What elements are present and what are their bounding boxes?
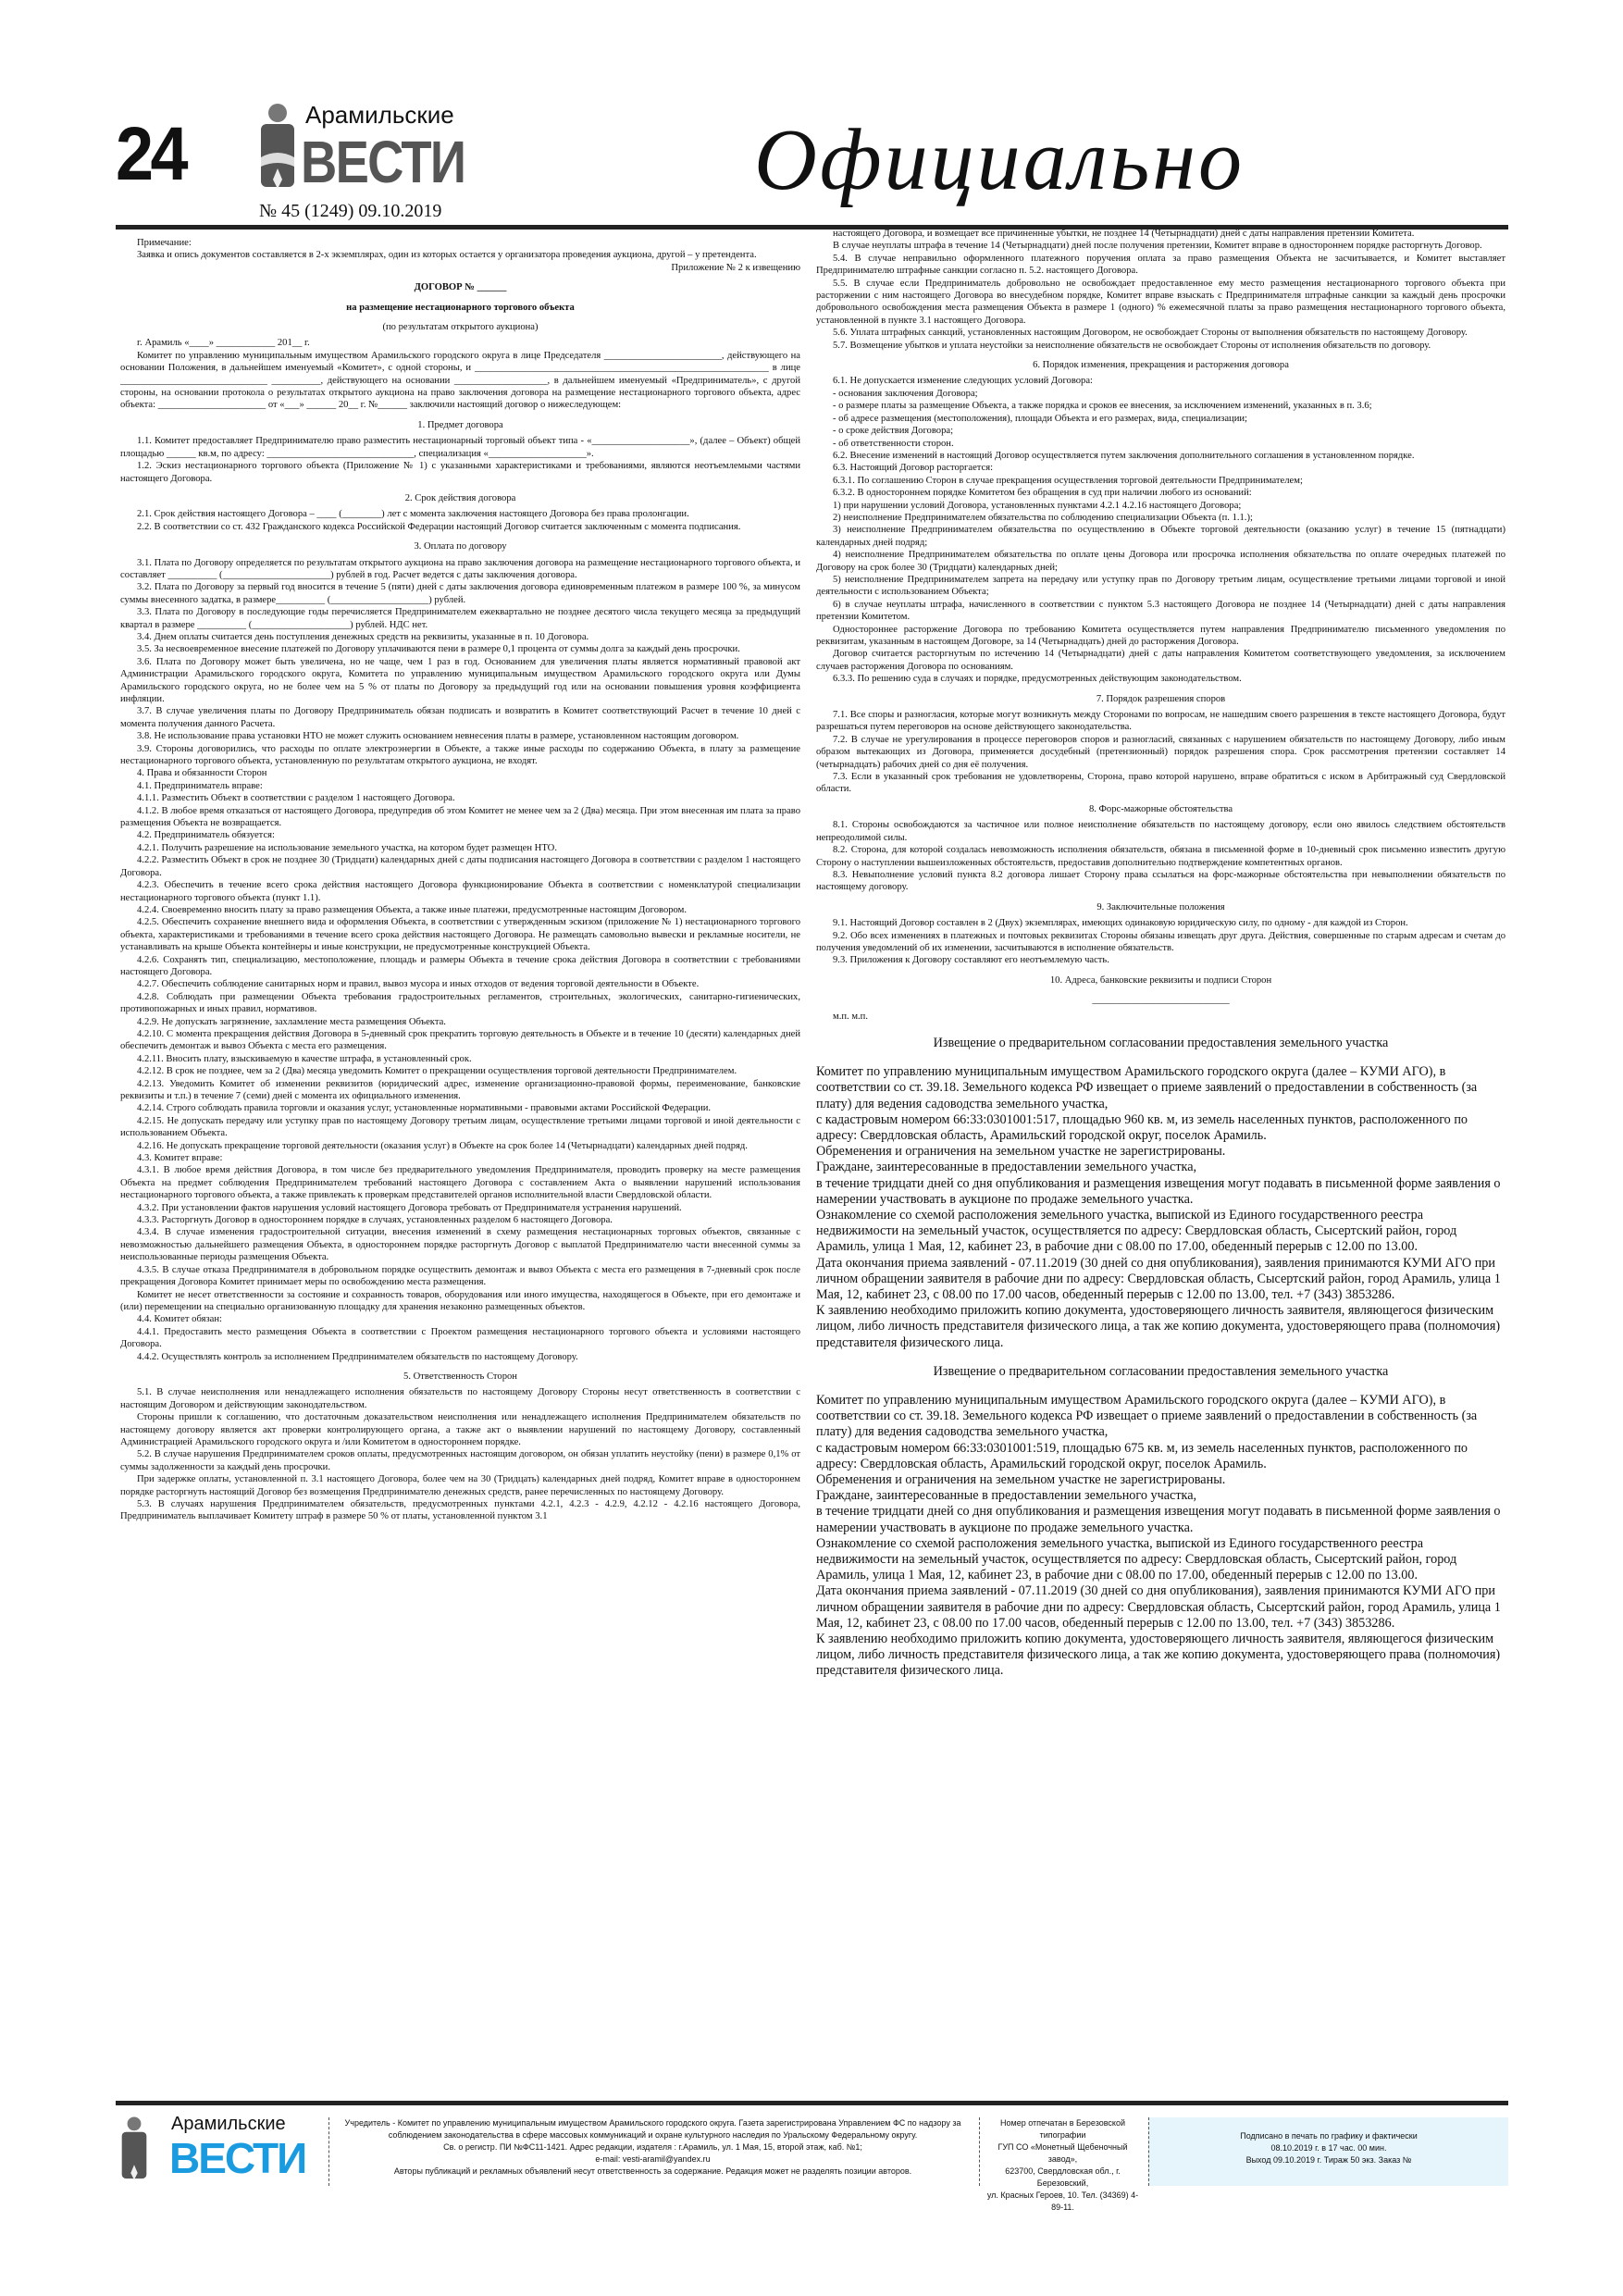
notice-line: К заявлению необходимо приложить копию документа, удостоверяющего личность заявителя, являющегося физическим лицом, либо личность представителя физического лица, а так же копию документа, удостоверяющего права (полномочия) представителя физического лица. bbox=[816, 1303, 1501, 1350]
notice-line: Дата окончания приема заявлений - 07.11.2019 (30 дней со дня опубликования), заявления принимаются КУМИ АГО при личном обращении заявителя в рабочие дни по адресу: Свердловская область, Сысертский район, город Арамиль, улица 1 Мая, 12, кабинет 23, с 08.00 по 17.00 часов, обеденный перерыв с 12.00 по 13.00, тел. +7 (343) 3853286. bbox=[816, 1583, 1501, 1631]
notice-line: Ознакомление со схемой расположения земельного участка, выпиской из Единого государственного реестра недвижимости на земельный участок, осуществляется по адресу: Свердловская область, Сысертский район, город Арамиль, улица 1 Мая, 12, кабинет 23, в рабочие дни с 08.00 по 17.00, обеденный перерыв с 12.00 по 13.00. bbox=[816, 1208, 1457, 1255]
coat-of-arms-icon bbox=[259, 102, 296, 194]
signed-line: 08.10.2019 г. в 17 час. 00 мин. bbox=[1270, 2143, 1387, 2153]
section-title: Официально bbox=[754, 112, 1245, 208]
page-number: 24 bbox=[116, 112, 185, 196]
logo-text: Арамильские bbox=[305, 101, 454, 129]
publisher-line: Св. о регистр. ПИ №ФС11-1421. Адрес редакции, издателя : г.Арамиль, ул. 1 Мая, 15, второй этаж, каб. №1; bbox=[443, 2142, 862, 2152]
contract-paragraph: 5.7. Возмещение убытков и уплата неустойки за неисполнение обязательств не освобождает Стороны от исполнения обязательств по договору. bbox=[833, 340, 1431, 351]
contract-paragraph: Стороны пришли к соглашению, что достаточным доказательством неисполнения или ненадлежащего исполнения Предпринимателем обязательств по настоящему договору является акт проверки контролирующего органа, а также акт о выявлении нарушений по настоящему Договору, составленный Администрацией Арамильского городского округа и /или Комитетом в одностороннем порядке. bbox=[120, 1412, 800, 1447]
contract-paragraph: 5.2. В случае нарушения Предпринимателем сроков оплаты, предусмотренных настоящим договором, он обязан уплатить неустойку (пени) в размере 0,1% от суммы задолженности за каждый день просрочки. bbox=[120, 1449, 800, 1472]
contract-paragraph: 3.9. Стороны договорились, что расходы по оплате электроэнергии в Объекте, а также иные расходы по содержанию Объекта, в плату за размещение нестационарного торгового объекта, установленную по результатам открытого аукциона, не входят. bbox=[120, 743, 800, 767]
contract-paragraph: - о размере платы за размещение Объекта, а также порядка и сроков ее внесения, за исключением изменений, указанных в п. 3.6; bbox=[833, 401, 1372, 412]
contract-paragraph: 4) неисполнение Предпринимателем обязательства по оплате цены Договора или просрочка исполнения обязательства по оплате очередных платежей по Договору на срок более 30 (Тридцати) календарных дней; bbox=[816, 550, 1505, 573]
contract-paragraph: 4.2.13. Уведомить Комитет об изменении реквизитов (юридический адрес, изменение организационно-правовой формы, переименование, банковские реквизиты и т.п.) в течение 7 (семи) дней с момента их официального изменения. bbox=[120, 1078, 800, 1101]
contract-paragraph: 1.1. Комитет предоставляет Предпринимателю право разместить нестационарный торговый объект типа - «____________________», (далее – Объект) общей площадью ______ кв.м, по адресу: ______________________________, специализация «____________________». bbox=[120, 436, 800, 459]
contract-paragraph: 6.3. Настоящий Договор расторгается: bbox=[833, 463, 994, 474]
contract-paragraph: 4.2.2. Разместить Объект в срок не позднее 30 (Тридцати) календарных дней с даты подписания настоящего Договора в соответствии с разделом 1 настоящего Договора. bbox=[120, 855, 800, 878]
contract-paragraph: 2.2. В соответствии со ст. 432 Гражданского кодекса Российской Федерации настоящий Договор считается заключенным с момента подписания. bbox=[137, 521, 741, 532]
section-heading: (по результатам открытого аукциона) bbox=[382, 322, 539, 333]
contract-paragraph: 3) неисполнение Предпринимателем обязательства по осуществлению в Объекте торговой деятельности (оказанию услуг) в течение 15 (пятнадцати) календарных дней подряд; bbox=[816, 525, 1505, 548]
notice-line: с кадастровым номером 66:33:0301001:519, площадью 675 кв. м, из земель населенных пунктов, расположенного по адресу: Свердловская область, Арамильский городской округ, поселок Арамиль. bbox=[816, 1440, 1468, 1471]
contract-paragraph: 5) неисполнение Предпринимателем запрета на передачу или уступку прав по Договору третьим лицам, осуществление третьими лицами торговой и иной деятельности с использованием Объекта; bbox=[816, 574, 1505, 598]
contract-paragraph: 6.3.1. По соглашению Сторон в случае прекращения осуществления торговой деятельности Предпринимателем; bbox=[833, 475, 1303, 486]
contract-paragraph: 6.3.2. В одностороннем порядке Комитетом без обращения в суд при наличии любого из оснований: bbox=[833, 488, 1252, 499]
contract-paragraph: 4.3. Комитет вправе: bbox=[137, 1153, 223, 1164]
contract-paragraph: 4.2.4. Своевременно вносить плату за право размещения Объекта, а также иные платежи, предусмотренные настоящим Договором. bbox=[137, 904, 688, 915]
publisher-line: Учредитель - Комитет по управлению муниципальным имуществом Арамильского городского округа. Газета зарегистрирована Управлением ФС по надзору за соблюдением законодательства в сфере массовых коммуникаций и охране культурного наследия по Уральскому Федеральному округу. bbox=[344, 2118, 961, 2140]
printer-line: ул. Красных Героев, 10. Тел. (34369) 4-89-11. bbox=[986, 2191, 1139, 2212]
printer-info bbox=[979, 2117, 1146, 2212]
printer-line: ГУП СО «Монетный Щебеночный завод», bbox=[997, 2142, 1128, 2164]
contract-column-right bbox=[816, 228, 1505, 1680]
contract-paragraph: 8.1. Стороны освобождаются за частичное или полное неисполнение обязательств по настоящему договору, если оно явилось следствием обстоятельств непреодолимой силы. bbox=[816, 820, 1505, 843]
contract-paragraph: 4. Права и обязанности Сторон bbox=[137, 768, 267, 779]
contract-paragraph: 4.3.4. В случае изменения градостроительной ситуации, внесения изменений в схему размещения нестационарных торговых объектов, связанные с невозможностью дальнейшего размещения Объекта, в одностороннем порядке расторгнуть Договор с выплатой Предпринимателю части внесенной суммы за неиспользованные периоды размещения Объекта. bbox=[120, 1227, 800, 1263]
contract-paragraph: 7.1. Все споры и разногласия, которые могут возникнуть между Сторонами по вопросам, не нашедшим своего разрешения в тексте настоящего Договора, будут разрешаться путем переговоров на основе действующего законодательства. bbox=[816, 710, 1505, 733]
notice-line: Граждане, заинтересованные в предоставлении земельного участка, bbox=[816, 1160, 1197, 1175]
contract-paragraph: 2) неисполнение Предпринимателем обязательства по соблюдению специализации Объекта (п. 1.1.); bbox=[833, 512, 1253, 523]
signed-line: Выход 09.10.2019 г. Тираж 50 экз. Заказ № bbox=[1245, 2155, 1412, 2165]
notice-line: Обременения и ограничения на земельном участке не зарегистрированы. bbox=[816, 1144, 1226, 1160]
contract-paragraph: г. Арамиль «____» ____________ 201__ г. bbox=[137, 338, 310, 349]
contract-paragraph: - о сроке действия Договора; bbox=[833, 426, 954, 437]
contract-paragraph: Заявка и опись документов составляется в 2-х экземплярах, один из которых остается у организатора проведения аукциона, другой – у претендента. bbox=[137, 250, 757, 261]
notice-line: в течение тридцати дней со дня опубликования и размещения извещения могут подавать в письменной форме заявления о намерении участвовать в аукционе по продаже земельного участка. bbox=[816, 1504, 1501, 1535]
contract-paragraph: 6.3.3. По решению суда в случаях и порядке, предусмотренных действующим законодательством. bbox=[833, 674, 1242, 685]
section-heading: 6. Порядок изменения, прекращения и расторжения договора bbox=[1033, 360, 1289, 371]
contract-paragraph: 3.4. Днем оплаты считается день поступления денежных средств на реквизиты, указанные в п. 10 Договора. bbox=[137, 631, 589, 642]
contract-paragraph: 4.1.1. Разместить Объект в соответствии с разделом 1 настоящего Договора. bbox=[137, 793, 455, 804]
contract-paragraph: 4.2.10. С момента прекращения действия Договора в 5-дневный срок прекратить торговую деятельность в Объекте и в течение 10 (десяти) календарных дней обеспечить демонтаж и вывоз Объекта с места его размещения. bbox=[120, 1028, 800, 1052]
contract-paragraph: 8.3. Невыполнение условий пункта 8.2 договора лишает Сторону права ссылаться на форс-мажорные обстоятельства при невыполнении обязательств по настоящему договору. bbox=[816, 869, 1505, 893]
contract-paragraph: 9.3. Приложения к Договору составляют его неотъемлемую часть. bbox=[833, 955, 1109, 966]
contract-paragraph: 3.1. Плата по Договору определяется по результатам открытого аукциона на право заключения договора на размещение нестационарного торгового объекта, и составляет __________ (______________________) рублей в год. Расчет ведется с даты заключения договора. bbox=[120, 557, 800, 580]
contract-paragraph: 4.2.16. Не допускать прекращение торговой деятельности (оказания услуг) в Объекте на срок более 14 (Четырнадцати) календарных дней подряд. bbox=[137, 1140, 748, 1151]
notice-line: Дата окончания приема заявлений - 07.11.2019 (30 дней со дня опубликования), заявления принимаются КУМИ АГО при личном обращении заявителя в рабочие дни по адресу: Свердловская область, Сысертский район, город Арамиль, улица 1 Мая, 12, кабинет 23, с 08.00 по 17.00 часов, обеденный перерыв с 12.00 по 13.00, тел. +7 (343) 3853286. bbox=[816, 1255, 1501, 1303]
notice-line: К заявлению необходимо приложить копию документа, удостоверяющего личность заявителя, являющегося физическим лицом, либо личность представителя физического лица, а так же копию документа, удостоверяющего права (полномочия) представителя физического лица. bbox=[816, 1632, 1501, 1679]
notice-line: Комитет по управлению муниципальным имуществом Арамильского городского округа (далее – КУМИ АГО), в соответствии со ст. 39.18. Земельного кодекса РФ извещает о приеме заявлений о предоставлении в собственность (за плату) для ведения садоводства земельного участка, bbox=[816, 1393, 1478, 1440]
coat-of-arms-icon bbox=[116, 2116, 153, 2184]
section-heading: ____________________________ bbox=[1092, 995, 1230, 1006]
contract-paragraph: 4.4.2. Осуществлять контроль за исполнением Предпринимателем обязательств по настоящему Договору. bbox=[137, 1351, 578, 1362]
printer-line: 623700, Свердловская обл., г. Березовский, bbox=[1005, 2166, 1121, 2188]
contract-paragraph: 3.2. Плата по Договору за первый год вносится в течение 5 (пяти) дней с даты заключения договора единовременным платежом в размере 100 %, за минусом суммы внесенного задатка, в размере__________ (____________________) рублей. bbox=[120, 582, 800, 605]
contract-paragraph: 1) при нарушении условий Договора, установленных пунктами 4.2.1 4.2.16 настоящего Договора; bbox=[833, 500, 1242, 511]
notice-line: в течение тридцати дней со дня опубликования и размещения извещения могут подавать в письменной форме заявления о намерении участвовать в аукционе по продаже земельного участка. bbox=[816, 1175, 1501, 1207]
contract-paragraph: Комитет по управлению муниципальным имуществом Арамильского городского округа в лице Председателя ________________________, действующего на основании Положения, в дальнейшем именуемый «Комитет», с одной стороны, и ____________________________________________________________ в лице ______________________________ __________, действующего на основании ___________________, в дальнейшем именуемый «Предприниматель», с другой стороны, на основании протокола о результатах открытого аукциона на право заключения договора на размещение нестационарного торгового объекта, адрес объекта: ______________________ от «___» ______ 20__ г. №______ заключили настоящий договор о нижеследующем: bbox=[120, 350, 800, 411]
contract-paragraph: 3.5. За несвоевременное внесение платежей по Договору уплачиваются пени в размере 0,1 процента от суммы долга за каждый день просрочки. bbox=[137, 644, 740, 655]
contract-paragraph: 4.3.2. При установлении фактов нарушения условий настоящего Договора требовать от Предпринимателя устранения нарушений. bbox=[137, 1202, 682, 1213]
contract-paragraph: - основания заключения Договора; bbox=[833, 388, 978, 399]
section-heading: ДОГОВОР № ______ bbox=[414, 282, 507, 293]
masthead bbox=[116, 102, 1513, 231]
signed-line: Подписано в печать по графику и фактически bbox=[1240, 2131, 1418, 2141]
contract-paragraph: 5.1. В случае неисполнения или ненадлежащего исполнения обязательств по настоящему Договору Стороны несут ответственность в соответствии с настоящим Договором и действующим законодательством. bbox=[120, 1387, 800, 1410]
contract-paragraph: 3.3. Плата по Договору в последующие годы перечисляется Предпринимателем ежеквартально не позднее десятого числа текущего месяца за предыдущий квартал в размере __________ (____________________) рублей. НДС нет. bbox=[120, 607, 800, 630]
notice-line: Обременения и ограничения на земельном участке не зарегистрированы. bbox=[816, 1472, 1226, 1488]
contract-paragraph: 5.5. В случае если Предприниматель добровольно не освобождает предоставленное ему место размещения нестационарного торгового объекта при расторжении с ним настоящего Договора во внесудебном порядке, Комитет вправе взыскать с Предпринимателя штрафные санкции за каждый день просрочки добровольного освобождения места размещения Объекта в размере 1 (одного) % ежемесячной платы за право размещения нестационарного торгового объекта, установленной в пункте 3.1 настоящего Договора. bbox=[816, 278, 1505, 326]
contract-paragraph: Комитет не несет ответственности за состояние и сохранность товаров, оборудования или иного имущества, находящегося в Объекте, при его демонтаже и (или) перемещении на специально организованную площадку для хранения незаконно размещенных объектов. bbox=[120, 1289, 800, 1312]
footer-logo-vesti: ВЕСТИ bbox=[169, 2134, 306, 2182]
contract-paragraph: 6.1. Не допускается изменение следующих условий Договора: bbox=[833, 376, 1094, 387]
contract-paragraph: 4.2.3. Обеспечить в течение всего срока действия настоящего Договора функционирование Объекта в соответствии с номенклатурой специализации нестационарного торгового объекта (пункт 1.1). bbox=[120, 880, 800, 903]
contract-paragraph: 6) в случае неуплаты штрафа, начисленного в соответствии с пунктом 5.3 настоящего Договора не позднее 14 (Четырнадцати) дней с даты направления претензии Комитетом. bbox=[816, 599, 1505, 623]
contract-column-left bbox=[120, 237, 800, 1523]
contract-paragraph: 4.2.11. Вносить плату, взыскиваемую в качестве штрафа, в установленный срок. bbox=[137, 1053, 472, 1064]
contract-paragraph: 4.2.14. Строго соблюдать правила торговли и оказания услуг, установленные нормативными - правовыми актами Российской Федерации. bbox=[137, 1103, 712, 1114]
footer-logo-text: Арамильские bbox=[171, 2114, 286, 2134]
contract-paragraph: Приложение № 2 к извещению bbox=[671, 262, 800, 273]
section-heading: 5. Ответственность Сторон bbox=[403, 1371, 517, 1382]
contract-paragraph: 4.2.1. Получить разрешение на использование земельного участка, на котором будет размещен НТО. bbox=[137, 842, 557, 853]
footer bbox=[116, 2112, 1508, 2212]
section-heading: 8. Форс-мажорные обстоятельства bbox=[1088, 803, 1233, 814]
contract-paragraph: 9.2. Обо всех изменениях в платежных и почтовых реквизитах Стороны обязаны извещать друг друга. Действия, совершенные по старым адресам и счетам до получения уведомлений об их изменении, засчитываются в исполнение обязательств. bbox=[816, 930, 1505, 953]
contract-paragraph: Договор считается расторгнутым по истечению 14 (Четырнадцати) дней с даты направления Комитетом соответствующего уведомления, за исключением случаев расторжения Договора по основаниям. bbox=[816, 649, 1505, 672]
contract-paragraph: 1.2. Эскиз нестационарного торгового объекта (Приложение № 1) с указанными характеристиками и требованиями, являются неотъемлемыми частями настоящего Договора. bbox=[120, 461, 800, 484]
section-heading: 2. Срок действия договора bbox=[404, 492, 516, 503]
section-heading: 10. Адреса, банковские реквизиты и подписи Сторон bbox=[1049, 974, 1272, 986]
contract-paragraph: 9.1. Настоящий Договор составлен в 2 (Двух) экземплярах, имеющих одинаковую юридическую силу, по одному - для каждой из Сторон. bbox=[833, 918, 1408, 929]
contract-paragraph: 5.4. В случае неправильно оформленного платежного поручения оплата за право размещения Объекта не засчитывается, и Комитет выставляет Предпринимателю штрафные санкции согласно п. 5.2. настоящего Договора. bbox=[816, 253, 1505, 277]
notice-title: Извещение о предварительном согласовании предоставления земельного участка bbox=[933, 1363, 1389, 1379]
contract-paragraph: Примечание: bbox=[137, 238, 192, 248]
contract-paragraph: 4.4. Комитет обязан: bbox=[137, 1314, 222, 1325]
section-heading: 9. Заключительные положения bbox=[1096, 901, 1225, 912]
contract-paragraph: 4.4.1. Предоставить место размещения Объекта в соответствии с Проектом размещения нестационарного торгового объекта и условиями настоящего Договора. bbox=[120, 1326, 800, 1350]
footer-divider bbox=[116, 2101, 1508, 2105]
notice-title: Извещение о предварительном согласовании предоставления земельного участка bbox=[933, 1035, 1389, 1050]
contract-paragraph: 4.3.5. В случае отказа Предпринимателя в добровольном порядке осуществить демонтаж и вывоз Объекта с места его размещения в 7-дневный срок после прекращения Договора Комитет принимает меры по освобождению места размещения. bbox=[120, 1264, 800, 1288]
contract-paragraph: 5.6. Уплата штрафных санкций, установленных настоящим Договором, не освобождает Стороны от выполнения обязательств по настоящему Договору. bbox=[833, 328, 1468, 339]
contract-paragraph: м.п. м.п. bbox=[833, 1011, 868, 1022]
contract-paragraph: 4.1. Предприниматель вправе: bbox=[137, 780, 263, 791]
issue-number: № 45 (1249) 09.10.2019 bbox=[259, 201, 442, 221]
printer-line: Номер отпечатан в Березовской типографии bbox=[1000, 2118, 1125, 2140]
contract-paragraph: 3.7. В случае увеличения платы по Договору Предприниматель обязан подписать и возвратить в Комитет соответствующий Расчет в течение 10 дней с момента получения данного Расчета. bbox=[120, 706, 800, 729]
contract-paragraph: 4.2.5. Обеспечить сохранение внешнего вида и оформления Объекта, в соответствии с утвержденным эскизом (приложение № 1) нестационарного торгового объекта, характеристиками и требованиями в течение всего срока действия настоящего Договора. Не размещать самовольно вывески и рекламные носители, не устанавливать на крыше Объекта контейнеры и иные конструкции, не предусмотренные конструкцией Объекта. bbox=[120, 917, 800, 953]
section-heading: на размещение нестационарного торгового объекта bbox=[346, 302, 575, 313]
contract-paragraph: 4.3.3. Расторгнуть Договор в одностороннем порядке в случаях, установленных разделом 6 настоящего Договора. bbox=[137, 1215, 613, 1226]
contract-paragraph: 4.2.6. Сохранять тип, специализацию, местоположение, площадь и размеры Объекта в течение срока действия Договора в соответствии с требованиями настоящего Договора. bbox=[120, 954, 800, 977]
publisher-line: Авторы публикаций и рекламных объявлений несут ответственность за содержание. Редакция может не разделять позиции авторов. bbox=[393, 2166, 912, 2176]
contract-paragraph: 7.3. Если в указанный срок требования не удовлетворены, Сторона, право которой нарушено, вправе обратиться с иском в Арбитражный суд Свердловской области. bbox=[816, 772, 1505, 795]
publisher-info bbox=[328, 2117, 976, 2186]
contract-paragraph: 4.2.15. Не допускать передачу или уступку прав по настоящему Договору третьим лицам, осуществление третьими лицами торговой и иной деятельности с использованием Объекта. bbox=[120, 1115, 800, 1139]
contract-paragraph: 4.3.1. В любое время действия Договора, в том числе без предварительного уведомления Предпринимателя, проводить проверку на месте размещения Объекта на предмет соблюдения Предпринимателем требований настоящего Договора с составлением Акта о выявлении нарушений использования нестационарного торгового объекта, а также привлекать к проверкам представителей органов исполнительной власти Свердловской области. bbox=[120, 1165, 800, 1201]
contract-paragraph: - об ответственности сторон. bbox=[833, 438, 954, 449]
section-heading: 1. Предмет договора bbox=[417, 419, 503, 430]
contract-paragraph: 3.6. Плата по Договору может быть увеличена, но не чаще, чем 1 раз в год. Основанием для увеличения платы является нормативный правовой акт Администрации Арамильского городского округа, Комитета по управлению муниципальным имуществом Арамильского городского округа или Думы Арамильского городского округа, но не более чем на 5 % от платы по Договору за предыдущий год или на основании повышения уровня коэффициента инфляции. bbox=[120, 656, 800, 704]
contract-paragraph: 4.2.8. Соблюдать при размещении Объекта требования градостроительных регламентов, строительных, экологических, санитарно-гигиенических, противопожарных и иных правил, нормативов. bbox=[120, 991, 800, 1015]
contract-paragraph: 4.2.7. Обеспечить соблюдение санитарных норм и правил, вывоз мусора и иных отходов от ведения торговой деятельности в Объекте. bbox=[137, 979, 700, 990]
contract-paragraph: В случае неуплаты штрафа в течение 14 (Четырнадцати) дней после получения претензии, Комитет вправе в одностороннем порядке расторгнуть Договор. bbox=[833, 241, 1482, 252]
contract-paragraph: 4.1.2. В любое время отказаться от настоящего Договора, предупредив об этом Комитет не менее чем за 2 (Два) месяца. При этом внесенная им плата за право размещения Объекта не возвращается. bbox=[120, 805, 800, 829]
notice-line: Комитет по управлению муниципальным имуществом Арамильского городского округа (далее – КУМИ АГО), в соответствии со ст. 39.18. Земельного кодекса РФ извещает о приеме заявлений о предоставлении в собственность (за плату) для ведения садоводства земельного участка, bbox=[816, 1064, 1478, 1111]
logo-text-vesti: ВЕСТИ bbox=[301, 129, 465, 195]
contract-paragraph: 3.8. Не использование права установки НТО не может служить основанием невнесения платы в размере, установленном настоящим договором. bbox=[137, 731, 739, 742]
contract-paragraph: 8.2. Сторона, для которой создалась невозможность исполнения обязательств, обязана в письменной форме в 10-дневный срок письменно известить другую Сторону о наступлении вышеизложенных обстоятельств, предоставив дополнительно подтверждение компетентных органов. bbox=[816, 845, 1505, 868]
contract-paragraph: При задержке оплаты, установленной п. 3.1 настоящего Договора, более чем на 30 (Тридцать) календарных дней подряд, Комитет вправе в одностороннем порядке расторгнуть настоящий Договор без возмещения Предпринимателю денежных средств, ранее перечисленных по настоящему Договору. bbox=[120, 1474, 800, 1497]
notice-line: Граждане, заинтересованные в предоставлении земельного участка, bbox=[816, 1488, 1197, 1504]
contract-paragraph: Одностороннее расторжение Договора по требованию Комитета осуществляется путем направления Предпринимателю письменного уведомления по реквизитам, указанным в настоящем Договоре, за 14 (Четырнадцать) дней до расторжения Договора. bbox=[816, 624, 1505, 647]
notice-line: Ознакомление со схемой расположения земельного участка, выпиской из Единого государственного реестра недвижимости на земельный участок, осуществляется по адресу: Свердловская область, Сысертский район, город Арамиль, улица 1 Мая, 12, кабинет 23, в рабочие дни с 08.00 по 17.00, обеденный перерыв с 12.00 по 13.00. bbox=[816, 1535, 1457, 1583]
contract-paragraph: 4.2. Предприниматель обязуется: bbox=[137, 830, 275, 841]
contract-paragraph: 5.3. В случаях нарушения Предпринимателем обязательств, предусмотренных пунктами 4.2.1, 4.2.3 - 4.2.9, 4.2.12 - 4.2.16 настоящего Договора, Предприниматель выплачивает Комитету штраф в размере 50 % от платы, установленной пунктом 3.1 bbox=[120, 1499, 800, 1522]
contract-paragraph: 2.1. Срок действия настоящего Договора – ____ (________) лет с момента заключения настоящего Договора без права пролонгации. bbox=[137, 509, 689, 520]
contract-paragraph: настоящего Договора, и возмещает все причиненные убытки, не позднее 14 (Четырнадцати) дней с даты направления претензии Комитета. bbox=[833, 229, 1415, 239]
contract-paragraph: 7.2. В случае не урегулирования в процессе переговоров споров и разногласий, связанных с нарушением обязательств по настоящему Договору, либо иным образом вытекающих из Договора, применяется досудебный (претензионный) порядок разрешения спора. Срок рассмотрения претензии составляет 14 (четырнадцать) рабочих дней со дня её получения. bbox=[816, 734, 1505, 770]
contract-paragraph: 4.2.9. Не допускать загрязнение, захламление места размещения Объекта. bbox=[137, 1016, 446, 1027]
contract-paragraph: 4.2.12. В срок не позднее, чем за 2 (Два) месяца уведомить Комитет о прекращении осуществления торговой деятельности Предпринимателем. bbox=[137, 1066, 737, 1077]
notice-line: с кадастровым номером 66:33:0301001:517, площадью 960 кв. м, из земель населенных пунктов, расположенного по адресу: Свердловская область, Арамильский городской округ, поселок Арамиль. bbox=[816, 1111, 1468, 1143]
section-heading: 3. Оплата по договору bbox=[414, 541, 507, 552]
publisher-line: e-mail: vesti-aramil@yandex.ru bbox=[595, 2154, 711, 2164]
contract-paragraph: 6.2. Внесение изменений в настоящий Договор осуществляется путем заключения дополнительного соглашения в установленном порядке. bbox=[833, 450, 1415, 461]
section-heading: 7. Порядок разрешения споров bbox=[1096, 693, 1226, 704]
contract-paragraph: - об адресе размещения (местоположения), площади Объекта и его размерах, вида, специализации; bbox=[833, 413, 1247, 424]
signed-info bbox=[1148, 2117, 1508, 2186]
